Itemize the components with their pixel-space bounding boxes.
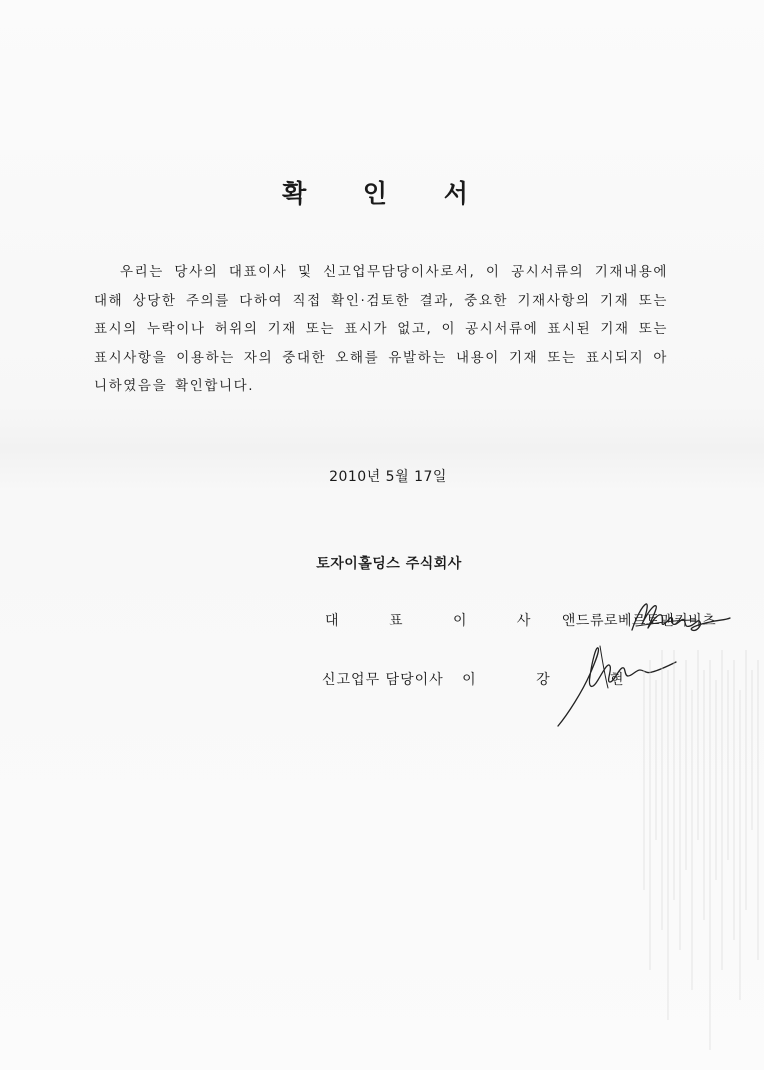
scan-streak-lines — [640, 640, 764, 1070]
signatory-role: 신고업무 담당이사 — [322, 672, 444, 688]
statement-line-3: 표시의 누락이나 허위의 기재 또는 표시가 없고, 이 공시서류에 표시된 기재 또는 — [94, 321, 668, 337]
confirmation-statement — [94, 258, 668, 401]
statement-line-1: 우리는 당사의 대표이사 및 신고업무담당이사로서, 이 공시서류의 기재내용에 — [120, 264, 668, 280]
statement-line-2: 대해 상당한 주의를 다하여 직접 확인·검토한 결과, 중요한 기재사항의 기재 또는 — [94, 292, 668, 309]
signatory-name: 앤드류로베르토맨키비츠 — [561, 613, 717, 629]
statement-line-5: 니하였음을 확인합니다. — [94, 378, 255, 394]
document-date: 2010년 5월 17일 — [329, 469, 447, 485]
statement-line-4: 표시사항을 이용하는 자의 중대한 오해를 유발하는 내용이 기재 또는 표시되지 아 — [94, 349, 668, 366]
company-name: 토자이홀딩스 주식회사 — [316, 556, 462, 572]
document-title: 확 인 서 — [282, 179, 492, 208]
signatory-role: 대 표 이 사 — [325, 613, 554, 629]
signatory-name: 이 강 현 — [462, 672, 652, 688]
